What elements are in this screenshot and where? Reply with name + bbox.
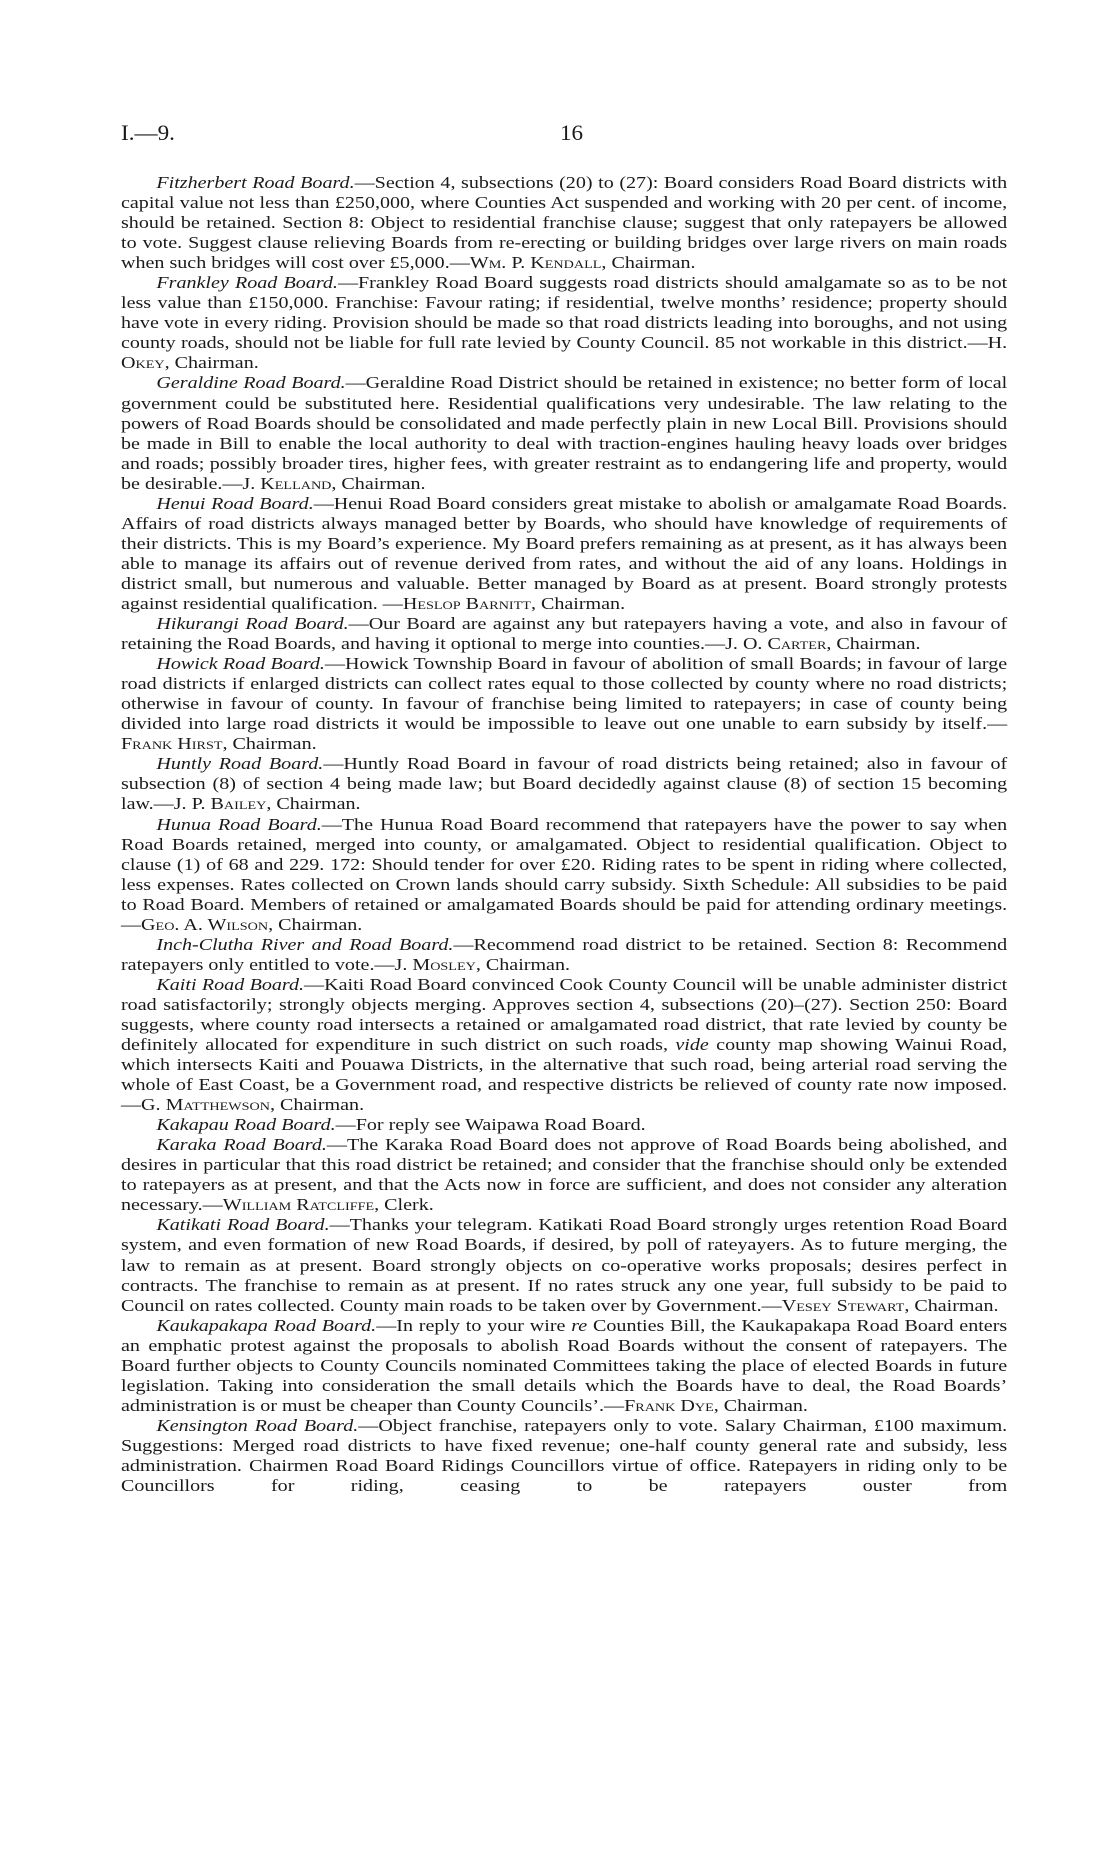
signatory-name: Mosley	[412, 954, 476, 974]
road-board-entry	[121, 754, 1007, 814]
document-reference: I.—9.	[121, 120, 175, 145]
entry-text: , Chairman.	[268, 914, 363, 934]
entry-text: , Chairman.	[475, 954, 571, 974]
entry-text: —Geraldine Road District should be retained in existence; no better form of local government could be substituted here. Residential qualifications very undesirable. The law relating to the powers of Road Boards should be consolidated and made perfectly plain in new Local Bill. Provisions should be made in Bill to enable the local authority to deal with traction-engines hauling heavy loads over bridges and roads; possibly broader tires, higher fees, with greater restraint as to endangering life and property, would be desirable.—J.	[121, 373, 1008, 493]
board-name: Frankley Road Board.	[156, 273, 338, 293]
italic-term: re	[571, 1315, 588, 1335]
board-name: Hikurangi Road Board.	[156, 614, 349, 634]
board-name: Kakapau Road Board.	[156, 1115, 336, 1135]
entry-text: —Object franchise, ratepayers only to vote. Salary Chairman, £100 maximum. Suggestions: Merged road districts to have fixed revenue; one-half county general rate and subsidy, less administration. Chairmen Road Board Ridings Councillors virtue of office. Ratepayers in riding only to be Councillors for riding, ceasing to be ratepayers ouster from	[121, 1415, 1008, 1496]
italic-term: vide	[675, 1035, 709, 1055]
entry-text: Counties Bill, the Kaukapakapa Road Board enters an emphatic protest against the proposals to abolish Road Boards without the consent of ratepayers. The Board further objects to County Councils nominated Committees taking the place of elected Boards in future legislation. Taking into consideration the small details which the Boards have to deal, the Road Boards’ administration is or must be cheaper than County Councils’.—	[121, 1315, 1008, 1415]
road-board-entry	[121, 614, 1007, 654]
signatory-name: Frank Hirst	[121, 734, 223, 754]
entry-text: —Huntly Road Board in favour of road districts being retained; also in favour of subsection (8) of section 4 being made law; but Board decidedly against clause (8) of section 15 becoming law.—J. P.	[121, 754, 1008, 814]
entry-text: , Chairman.	[530, 593, 626, 613]
entry-text: , Chairman.	[222, 734, 317, 754]
document-body	[121, 173, 1007, 1496]
entry-text: , Chairman.	[266, 794, 361, 814]
signatory-name: Okey	[121, 353, 165, 373]
road-board-entry	[121, 654, 1007, 754]
road-board-entry	[121, 494, 1007, 614]
road-board-entry	[121, 935, 1007, 975]
road-board-entry	[121, 1215, 1007, 1315]
signatory-name: Vesey Stewart	[781, 1295, 905, 1315]
page-number: 16	[560, 120, 584, 145]
entry-text: —Frankley Road Board suggests road districts should amalgamate so as to be not less value than £150,000. Franchise: Favour rating; if residential, twelve months’ residence; property should have vote in every riding. Provision should be made so that road districts leading into boroughs, and not using county roads, should not be liable for full rate levied by County Council. 85 not workable in this district.—H.	[121, 273, 1008, 353]
entry-text: —For reply see Waipawa Road Board.	[335, 1115, 646, 1135]
board-name: Howick Road Board.	[156, 654, 325, 674]
entry-text: , Chairman.	[269, 1095, 365, 1115]
board-name: Geraldine Road Board.	[156, 373, 346, 393]
road-board-entry	[121, 815, 1007, 935]
entry-text: county map showing Wainui Road, which intersects Kaiti and Pouawa Districts, in the alternative that such road, being arterial road serving the whole of East Coast, be a Government road, and respective districts be relieved of county rate now imposed.—G.	[121, 1035, 1008, 1115]
board-name: Henui Road Board.	[156, 493, 314, 513]
entry-text: —The Hunua Road Board recommend that ratepayers have the power to say when Road Boards retained, merged into county, or amalgamated. Object to residential qualification. Object to clause (1) of 68 and 229. 172: Should tender for over £20. Riding rates to be spent in riding where collected, less expenses. Rates collected on Crown lands should carry subsidy. Sixth Schedule: All subsidies to be paid to Road Board. Members of retained or amalgamated Boards should be paid for attending ordinary meetings.—	[121, 814, 1008, 934]
signatory-name: Frank Dye	[624, 1395, 714, 1415]
road-board-entry	[121, 173, 1007, 273]
board-name: Fitzherbert Road Board.	[156, 173, 355, 192]
road-board-entry	[121, 1316, 1007, 1416]
entry-text: —In reply to your wire	[376, 1315, 572, 1335]
signatory-name: Kelland	[260, 473, 332, 493]
signatory-name: William Ratcliffe	[222, 1195, 375, 1215]
entry-text: , Chairman.	[164, 353, 259, 373]
entry-text: —Howick Township Board in favour of abolition of small Boards; in favour of large road districts if enlarged districts can collect rates equal to those collected by county where no road districts; otherwise in favour of county. In favour of franchise being limited to ratepayers; in case of county being divided into large road districts it would be impossible to leave out one unable to earn subsidy by itself.—	[121, 654, 1008, 734]
entry-text: —The Karaka Road Board does not approve of Road Boards being abolished, and desires in particular that this road district be retained; and consider that the franchise should only be extended to ratepayers as at present, and that the Acts now in force are sufficient, and does not consider any alteration necessary.—	[121, 1135, 1008, 1215]
entry-text: , Chairman.	[601, 253, 696, 273]
board-name: Karaka Road Board.	[156, 1135, 327, 1155]
signatory-name: Carter	[767, 634, 827, 654]
signatory-name: Geo. A. Wilson	[141, 914, 269, 934]
board-name: Hunua Road Board.	[156, 814, 322, 834]
entry-text: —Section 4, subsections (20) to (27): Board considers Road Board districts with capital value not less than £250,000, where Counties Act suspended and working with 20 per cent. of income, should be retained. Section 8: Object to residential franchise clause; suggest that only ratepayers be allowed to vote. Suggest clause relieving Boards from re-erecting or building bridges over large rivers on main roads when such bridges will cost over £5,000.—	[121, 173, 1008, 273]
road-board-entry	[121, 1416, 1007, 1496]
road-board-entry	[121, 975, 1007, 1115]
board-name: Katikati Road Board.	[156, 1215, 330, 1235]
board-name: Kaukapakapa Road Board.	[156, 1315, 377, 1335]
road-board-entry	[121, 373, 1007, 493]
entry-text: , Chairman.	[713, 1395, 808, 1415]
entry-text: —Thanks your telegram. Katikati Road Board strongly urges retention Road Board system, and even formation of new Road Boards, if desired, by poll of rateyayers. As to future merging, the law to remain as at present. Board strongly objects on co-operative works proposals; desires perfect in contracts. The franchise to remain as at present. If no rates struck any one year, full subsidy to be paid to Council on rates collected. County main roads to be taken over by Government.—	[121, 1215, 1008, 1315]
board-name: Huntly Road Board.	[156, 754, 324, 774]
signatory-name: Wm. P. Kendall	[469, 253, 602, 273]
board-name: Kaiti Road Board.	[156, 974, 305, 994]
road-board-entry	[121, 1135, 1007, 1215]
entry-text: —Recommend road district to be retained. Section 8: Recommend ratepayers only entitled to vote.—J.	[121, 934, 1008, 974]
entry-text: , Chairman.	[826, 634, 921, 654]
signatory-name: Matthewson	[165, 1095, 270, 1115]
entry-text: , Chairman.	[331, 473, 426, 493]
entry-text: , Clerk.	[374, 1195, 434, 1215]
entry-text: —Henui Road Board considers great mistake to abolish or amalgamate Road Boards. Affairs of road districts always managed better by Boards, who should have knowledge of requirements of their districts. This is my Board’s experience. My Board prefers remaining as at present, as it has always been able to manage its affairs out of revenue derived from rates, and without the aid of any loans. Holdings in district small, but numerous and valuable. Better managed by Board as at present. Board strongly protests against residential qualification. —	[121, 493, 1008, 613]
board-name: Kensington Road Board.	[156, 1415, 359, 1435]
signatory-name: Bailey	[210, 794, 267, 814]
entry-text: , Chairman.	[904, 1295, 999, 1315]
road-board-entry	[121, 273, 1007, 373]
entry-text: —Kaiti Road Board convinced Cook County Council will be unable administer district road satisfactorily; strongly objects merging. Approves section 4, subsections (20)–(27). Section 250: Board suggests, where county road intersects a retained or amalgamated road district, that rate levied by county be definitely allocated for expenditure in such district on such roads,	[121, 974, 1008, 1055]
entry-text: —Our Board are against any but ratepayers having a vote, and also in favour of retaining the Road Boards, and having it optional to merge into counties.—J. O.	[121, 614, 1008, 654]
signatory-name: Heslop Barnitt	[402, 593, 531, 613]
board-name: Inch-Clutha River and Road Board.	[156, 934, 454, 954]
road-board-entry	[121, 1115, 1007, 1135]
